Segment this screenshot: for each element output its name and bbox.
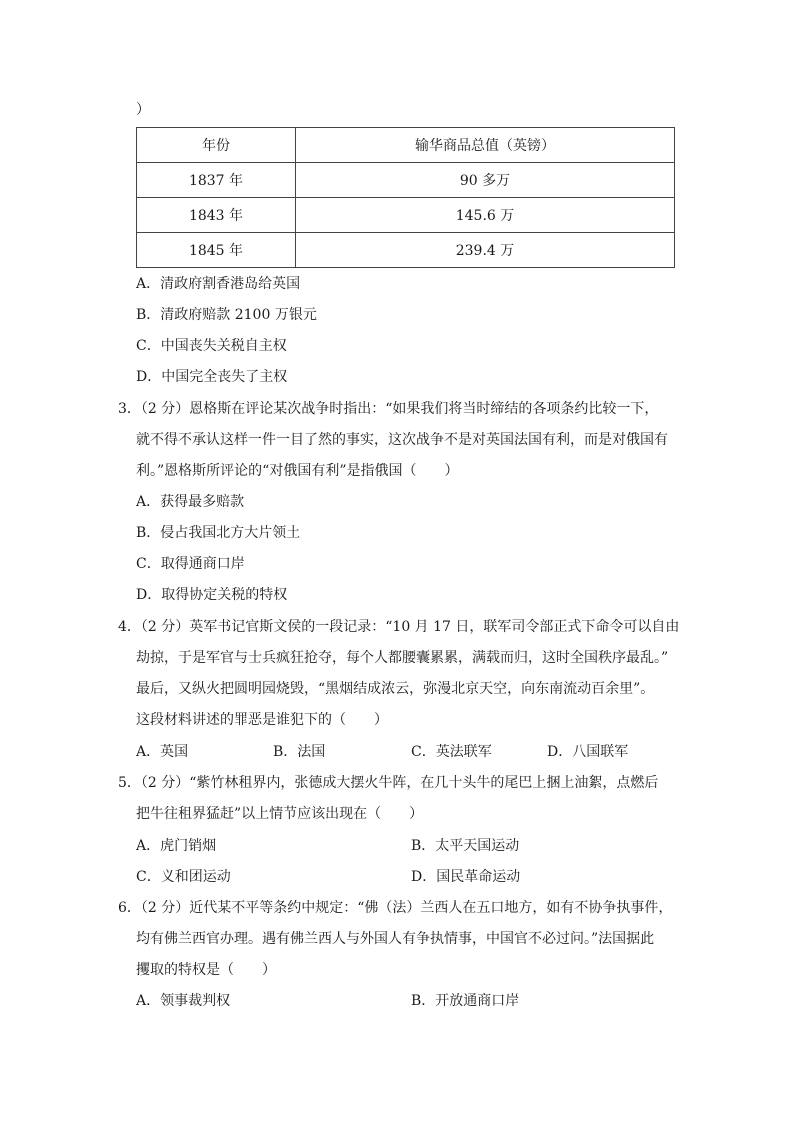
q4-stem-line-3: 最后，又纵火把圆明园烧毁，“黑烟结成浓云，弥漫北京天空，向东南流动百余里”。 [136, 681, 655, 697]
q3-stem-line-1: 3．（2 分）恩格斯在评论某次战争时指出：“如果我们将当时缔结的各项条约比较一下， [118, 401, 659, 417]
q6-option-a: A．领事裁判权 [136, 993, 231, 1009]
q4-stem-line-4: 这段材料讲述的罪恶是谁犯下的（ ） [136, 712, 388, 728]
q2-option-b: B．清政府赔款 2100 万银元 [136, 307, 317, 323]
table-header-row [137, 128, 675, 163]
table-cell-year: 1845 年 [137, 233, 296, 268]
q6-stem-line-2: 均有佛兰西官办理。遇有佛兰西人与外国人有争执情事，中国官不必过问。”法国据此 [136, 931, 655, 947]
table-cell-value: 145.6 万 [296, 198, 675, 233]
q3-option-d: D．取得协定关税的特权 [136, 587, 288, 603]
q4-option-a: A．英国 [136, 744, 189, 760]
table-cell-value: 90 多万 [296, 163, 675, 198]
question-fragment-close-paren: ） [136, 102, 150, 118]
table-header-value: 输华商品总值（英镑） [296, 128, 675, 163]
q3-option-c: C．取得通商口岸 [136, 556, 245, 572]
q4-option-b: B．法国 [273, 744, 326, 760]
q4-option-d: D．八国联军 [547, 744, 629, 760]
q4-option-c: C．英法联军 [411, 744, 492, 760]
q5-option-a: A．虎门销烟 [136, 838, 217, 854]
table-row [137, 233, 675, 268]
table-row [137, 163, 675, 198]
q2-option-c: C．中国丧失关税自主权 [136, 338, 287, 354]
q5-stem-line-1: 5．（2 分）“紫竹林租界内，张德成大摆火牛阵，在几十头牛的尾巴上捆上油絮，点燃后 [118, 775, 659, 791]
trade-value-table [136, 127, 675, 268]
q3-stem-line-2: 就不得不承认这样一件一目了然的事实，这次战争不是对英国法国有利，而是对俄国有 [136, 432, 668, 448]
table-header-year: 年份 [137, 128, 296, 163]
table-row [137, 198, 675, 233]
q3-option-a: A．获得最多赔款 [136, 494, 245, 510]
q4-stem-line-2: 劫掠，于是军官与士兵疯狂抢夺，每个人都腰囊累累，满载而归，这时全国秩序最乱。” [136, 650, 669, 666]
q5-stem-line-2: 把牛往租界猛赶”以上情节应该出现在（ ） [136, 806, 424, 822]
q5-option-b: B．太平天国运动 [411, 838, 520, 854]
q6-option-b: B．开放通商口岸 [411, 993, 520, 1009]
q4-stem-line-1: 4．（2 分）英军书记官斯文侯的一段记录：“10 月 17 日，联军司令部正式下命令可以自由 [118, 619, 680, 635]
q2-option-a: A．清政府割香港岛给英国 [136, 276, 301, 292]
q6-stem-line-3: 攫取的特权是（ ） [136, 962, 276, 978]
q3-option-b: B．侵占我国北方大片领土 [136, 525, 301, 541]
table-cell-value: 239.4 万 [296, 233, 675, 268]
q5-option-d: D．国民革命运动 [411, 869, 521, 885]
q5-option-c: C．义和团运动 [136, 869, 231, 885]
table-cell-year: 1837 年 [137, 163, 296, 198]
q2-option-d: D．中国完全丧失了主权 [136, 369, 288, 385]
q3-stem-line-3: 利。”恩格斯所评论的“对俄国有利”是指俄国（ ） [136, 463, 459, 479]
q6-stem-line-1: 6．（2 分）近代某不平等条约中规定：“佛（法）兰西人在五口地方，如有不协争执事件， [118, 900, 673, 916]
table-cell-year: 1843 年 [137, 198, 296, 233]
